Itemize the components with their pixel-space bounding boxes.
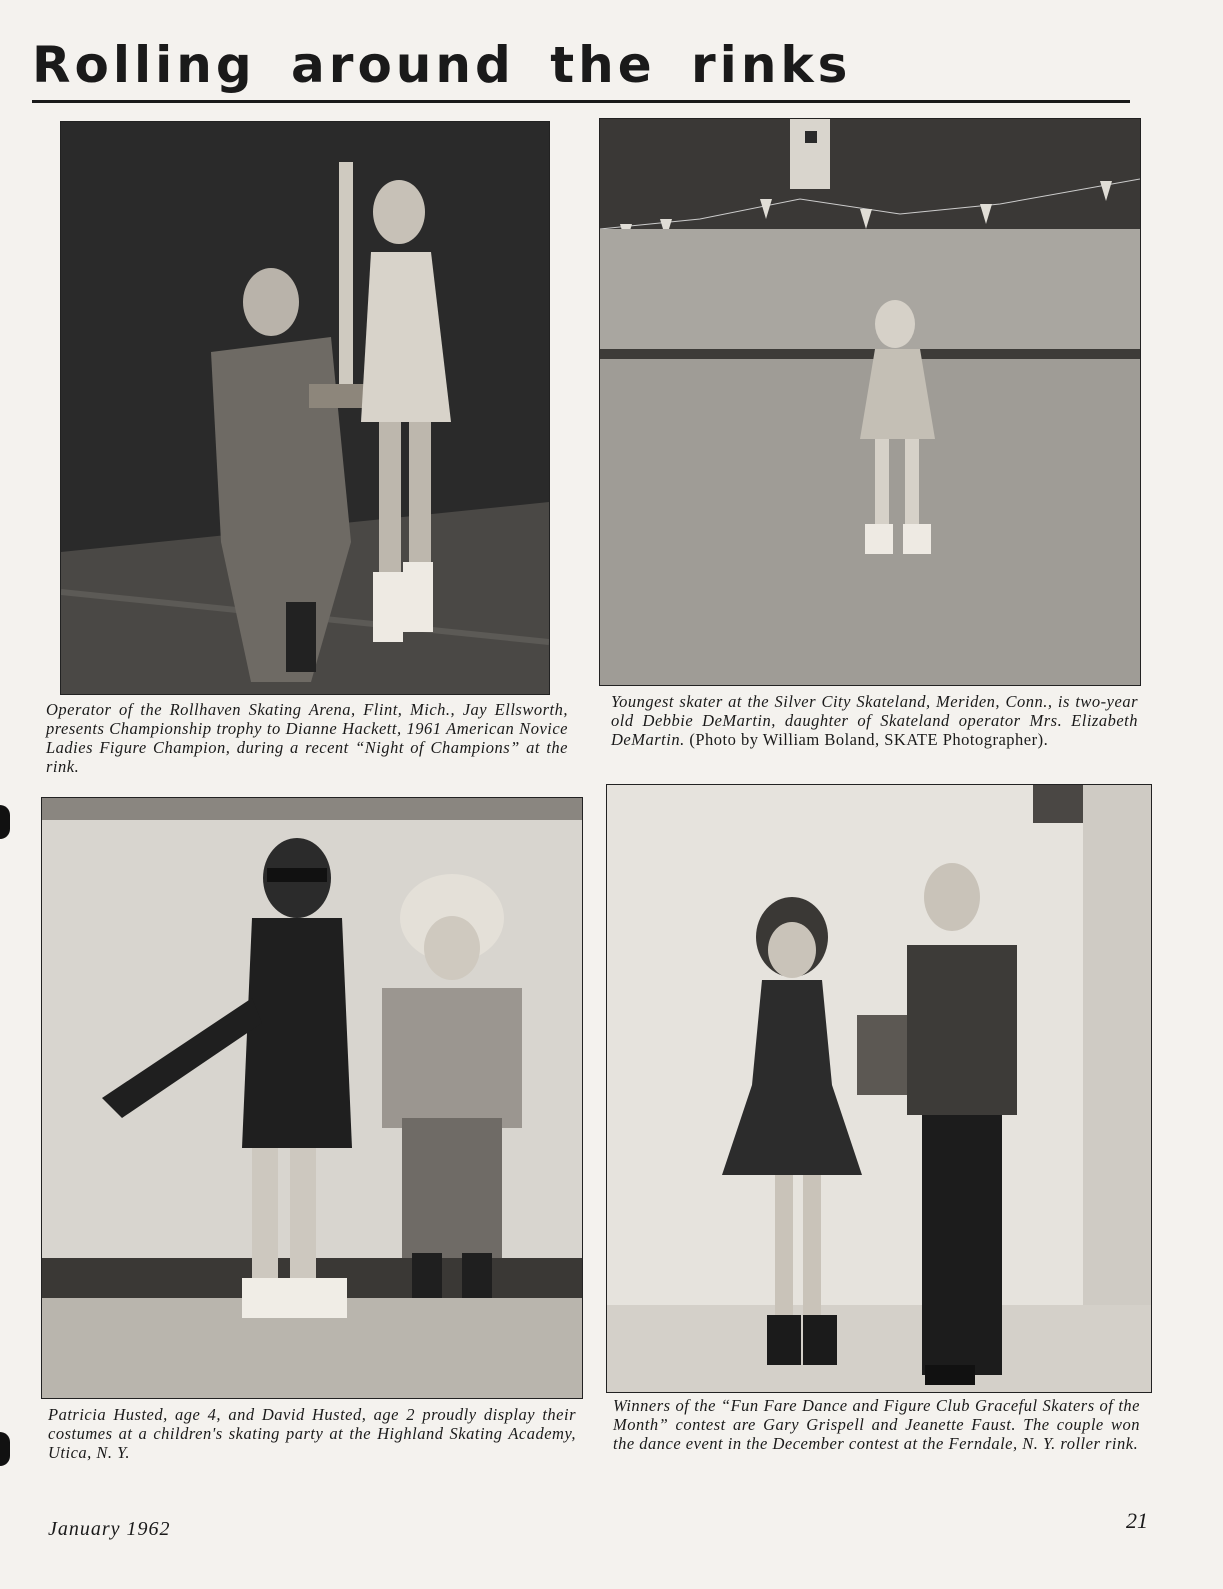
page-title: Rolling around the rinks: [32, 36, 852, 94]
photo-dance-winners: [606, 784, 1152, 1393]
binding-hole-bottom: [0, 1432, 10, 1466]
issue-date: January 1962: [48, 1518, 171, 1540]
page-number: 21: [1126, 1508, 1148, 1533]
caption-youngest-skater: [611, 692, 1138, 749]
caption-dance-winners: Winners of the “Fun Fare Dance and Figure Club Graceful Skaters of the Month” contest are Gary Grispell and Jeanette Faust. The couple won the dance event in the December contest at the Ferndale, N. Y. roller rink.: [613, 1396, 1140, 1453]
photo-trophy-presentation: [60, 121, 550, 695]
caption-youngest-skater-text: Youngest skater at the Silver City Skateland, Meriden, Conn., is two-year old Debbie DeMartin, daughter of Skateland operator Mrs. Elizabeth DeMartin.: [611, 692, 1138, 749]
title-rule: [32, 100, 1130, 103]
photo-youngest-skater: [599, 118, 1141, 686]
caption-children-costumes: Patricia Husted, age 4, and David Husted, age 2 proudly display their costumes at a children's skating party at the Highland Skating Academy, Utica, N. Y.: [48, 1405, 576, 1462]
photo-children-costumes: [41, 797, 583, 1399]
photo-credit: (Photo by William Boland, SKATE Photographer).: [689, 730, 1049, 749]
binding-hole-top: [0, 805, 10, 839]
caption-trophy-presentation: Operator of the Rollhaven Skating Arena, Flint, Mich., Jay Ellsworth, presents Championship trophy to Dianne Hackett, 1961 American Novice Ladies Figure Champion, during a recent “Night of Champions” at the rink.: [46, 700, 568, 776]
